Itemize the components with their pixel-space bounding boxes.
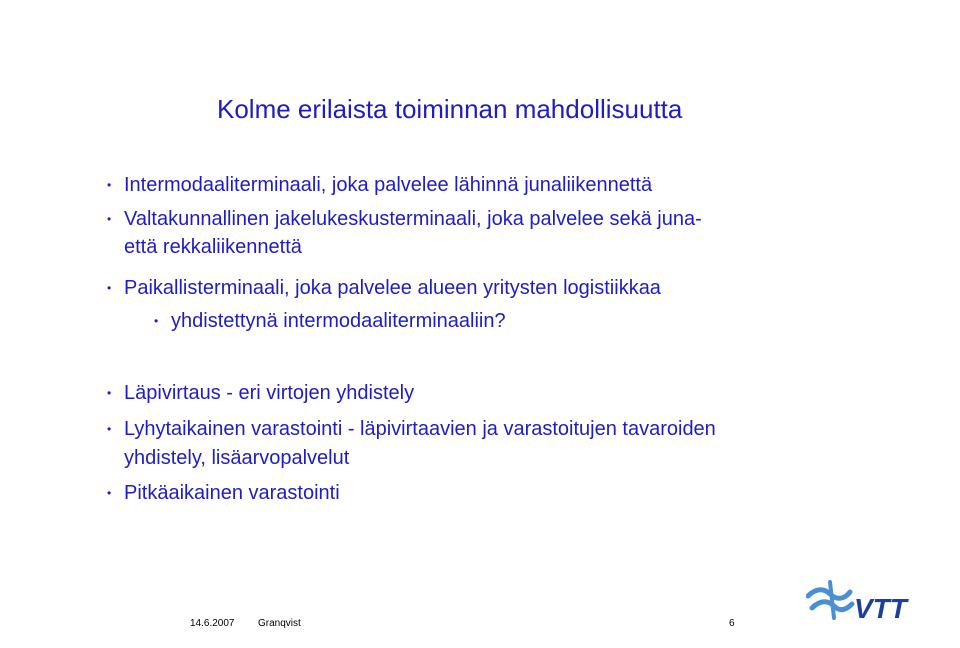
bullet-item [107, 415, 716, 444]
bullet-marker: • [107, 281, 112, 295]
bullet-text: Pitkäaikainen varastointi [124, 482, 340, 504]
bullet-marker: • [107, 486, 112, 500]
bullet-marker: • [107, 386, 112, 400]
vtt-logo-text: VTT [854, 593, 907, 624]
bullet-item [107, 171, 653, 200]
bullet-text: Lyhytaikainen varastointi - läpivirtaavien ja varastoitujen tavaroiden [124, 418, 716, 440]
bullet-marker: • [107, 422, 112, 436]
bullet-continuation [124, 444, 349, 473]
bullet-item [107, 205, 702, 234]
bullet-text: yhdistely, lisäarvopalvelut [124, 447, 350, 469]
slide-title: Kolme erilaista toiminnan mahdollisuutta [217, 94, 683, 124]
bullet-text: Intermodaaliterminaali, joka palvelee lähinnä junaliikennettä [124, 174, 653, 196]
vtt-logo-wave-drop [830, 582, 834, 618]
bullet-text: Valtakunnallinen jakelukeskusterminaali, joka palvelee sekä juna- [124, 208, 702, 230]
bullet-item [107, 379, 415, 408]
bullet-marker: • [107, 212, 112, 226]
bullet-text: Läpivirtaus - eri virtojen yhdistely [124, 382, 415, 404]
vtt-logo [806, 578, 922, 626]
bullet-marker: • [107, 178, 112, 192]
footer-author: Granqvist [258, 618, 301, 629]
footer-page-number: 6 [729, 618, 735, 629]
bullet-text: yhdistettynä intermodaaliterminaaliin? [171, 310, 506, 332]
bullet-text: Paikallisterminaali, joka palvelee alueen yritysten logistiikkaa [124, 277, 661, 299]
sub-bullet-item [154, 307, 506, 336]
bullet-item [107, 274, 661, 303]
bullet-continuation [124, 233, 302, 262]
footer-date: 14.6.2007 [190, 618, 235, 629]
bullet-marker: • [154, 314, 159, 328]
bullet-text: että rekkaliikennettä [124, 236, 302, 258]
bullet-item [107, 479, 340, 508]
